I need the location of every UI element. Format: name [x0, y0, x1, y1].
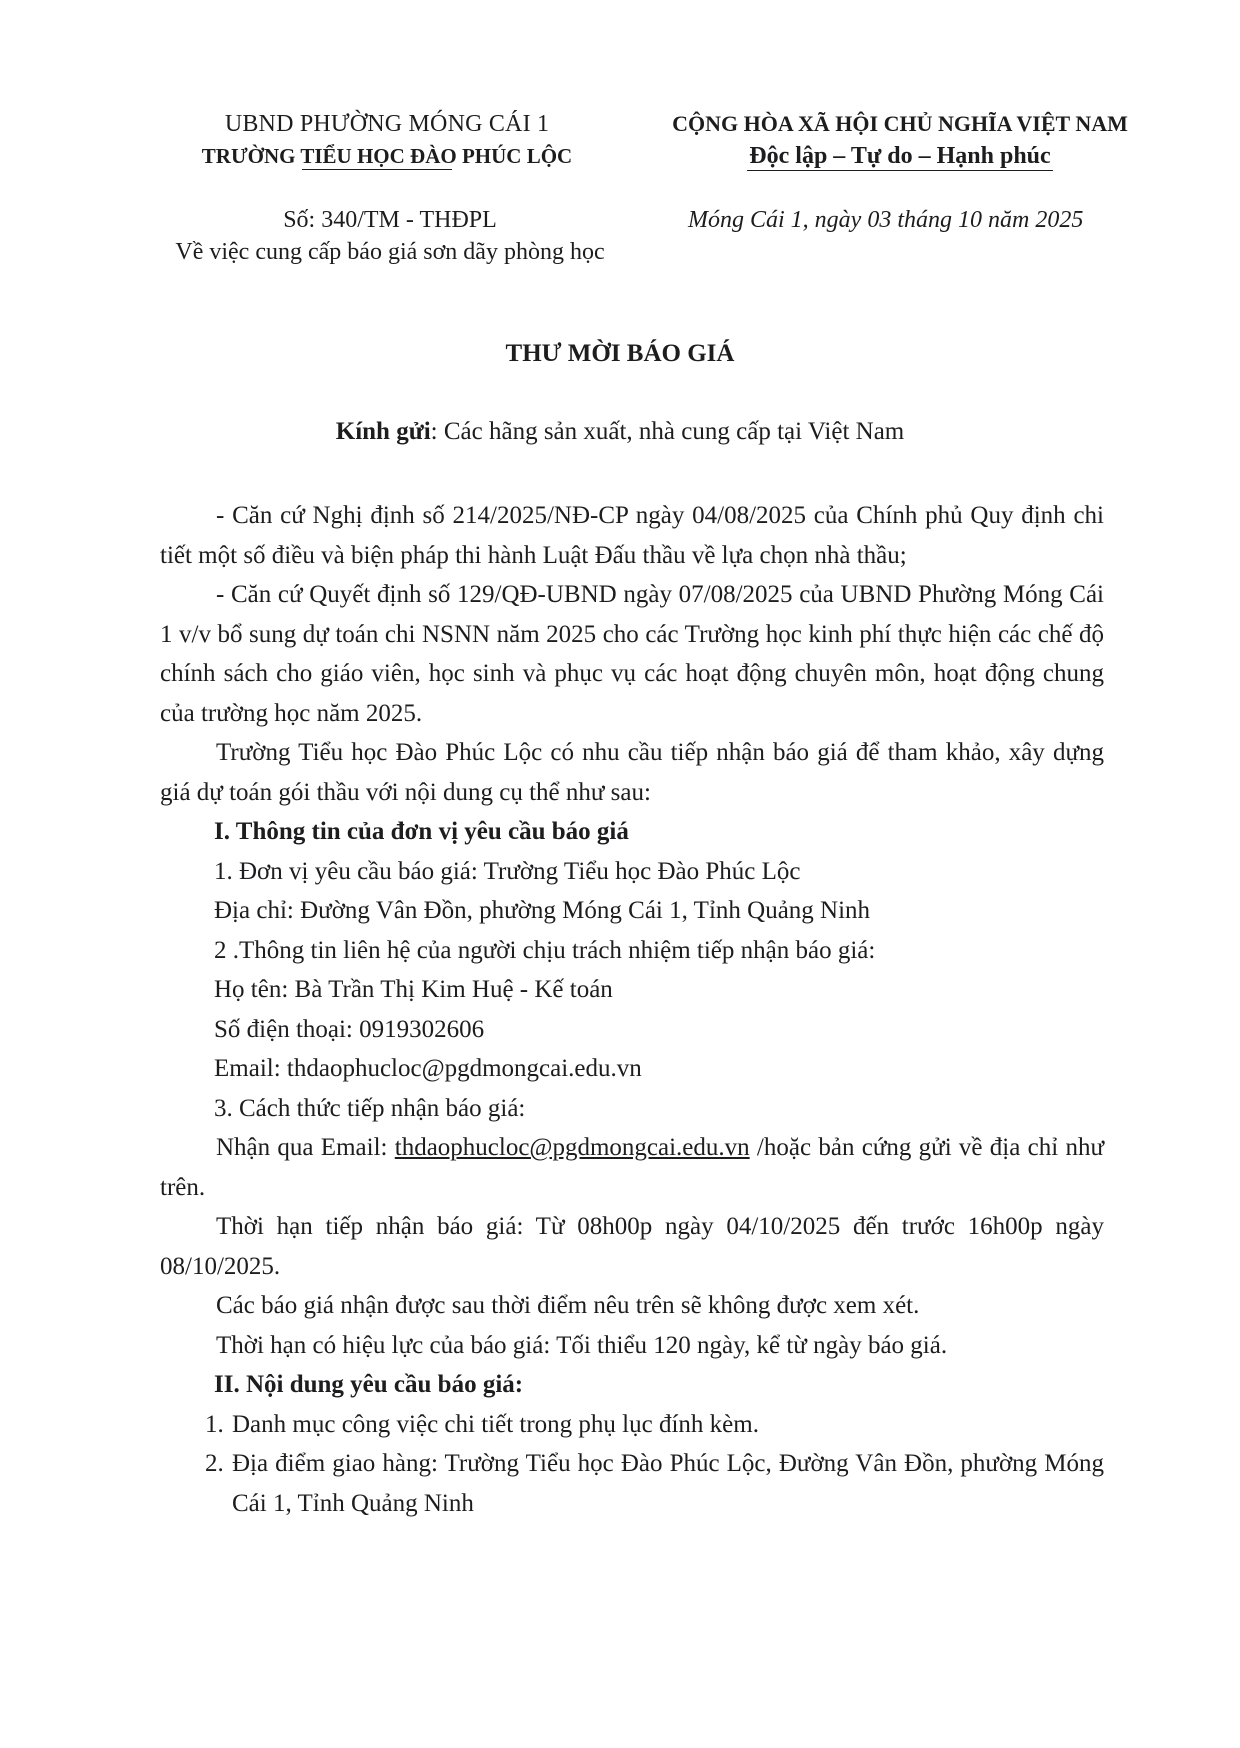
basis-decree: - Căn cứ Nghị định số 214/2025/NĐ-CP ngày 04/08/2025 của Chính phủ Quy định chi tiết một số điều và biện pháp thi hành Luật Đấu thầu về lựa chọn nhà thầu; — [160, 502, 1104, 569]
greeting — [0, 418, 1240, 446]
email-link[interactable]: thdaophucloc@pgdmongcai.edu.vn — [394, 1134, 750, 1161]
reference-block — [160, 204, 620, 268]
issuer-school-name: TRƯỜNG TIỂU HỌC ĐÀO PHÚC LỘC — [201, 144, 573, 168]
greeting-label: Kính gửi — [335, 418, 431, 445]
requirements-list — [160, 1405, 1104, 1524]
method-prefix: Nhận qua Email: — [216, 1134, 395, 1161]
issuer-block — [162, 108, 612, 172]
section1-heading: I. Thông tin của đơn vị yêu cầu báo giá — [214, 818, 629, 845]
document-title: THƯ MỜI BÁO GIÁ — [505, 340, 735, 367]
basis-decision: - Căn cứ Quyết định số 129/QĐ-UBND ngày 07/08/2025 của UBND Phường Móng Cái 1 v/v bổ sung dự toán chi NSNN năm 2025 cho các Trường học kinh phí thực hiện các chế độ chính sách cho giáo viên, học sinh và phục vụ các hoạt động chuyên môn, hoạt động chung của trường học năm 2025. — [160, 581, 1104, 727]
date-line: Móng Cái 1, ngày 03 tháng 10 năm 2025 — [688, 207, 1084, 233]
method-heading: 3. Cách thức tiếp nhận báo giá: — [214, 1094, 526, 1122]
document-subject: Về việc cung cấp báo giá sơn dãy phòng học — [175, 239, 605, 265]
late-note: Các báo giá nhận được sau thời điểm nêu trên sẽ không được xem xét. — [216, 1292, 920, 1319]
requesting-unit: 1. Đơn vị yêu cầu báo giá: Trường Tiểu học Đào Phúc Lộc — [214, 857, 801, 885]
contact-name: Họ tên: Bà Trần Thị Kim Huệ - Kế toán — [214, 976, 613, 1003]
nation-name: CỘNG HÒA XÃ HỘI CHỦ NGHĨA VIỆT NAM — [672, 111, 1128, 136]
document-body — [160, 496, 1104, 1523]
list-item: 1. Danh mục công việc chi tiết trong phụ lục đính kèm. — [230, 1405, 1104, 1445]
method-suffix: /hoặc bản cứng gửi về địa chỉ như trên. — [160, 1134, 1104, 1201]
validity: Thời hạn có hiệu lực của báo giá: Tối thiểu 120 ngày, kể từ ngày báo giá. — [216, 1331, 948, 1359]
contact-email: Email: thdaophucloc@pgdmongcai.edu.vn — [214, 1055, 642, 1082]
document-number: Số: 340/TM - THĐPL — [283, 207, 497, 233]
method-line — [160, 1128, 1104, 1207]
deadline: Thời hạn tiếp nhận báo giá: Từ 08h00p ngày 04/10/2025 đến trước 16h00p ngày 08/10/2025. — [160, 1213, 1104, 1280]
list-item: 2. Địa điểm giao hàng: Trường Tiểu học Đào Phúc Lộc, Đường Vân Đồn, phường Móng Cái 1, Tỉnh Quảng Ninh — [230, 1444, 1104, 1523]
contact-heading: 2 .Thông tin liên hệ của người chịu trách nhiệm tiếp nhận báo giá: — [214, 936, 876, 964]
issuer-school — [202, 140, 572, 172]
section2-heading: II. Nội dung yêu cầu báo giá: — [214, 1371, 524, 1398]
contact-phone: Số điện thoại: 0919302606 — [214, 1015, 485, 1043]
issuer-org: UBND PHƯỜNG MÓNG CÁI 1 — [224, 111, 550, 137]
national-motto: Độc lập – Tự do – Hạnh phúc — [749, 143, 1051, 169]
national-header — [640, 108, 1160, 172]
issuer-underline — [302, 169, 452, 170]
unit-address: Địa chỉ: Đường Vân Đồn, phường Móng Cái 1, Tỉnh Quảng Ninh — [214, 897, 871, 924]
intro-paragraph: Trường Tiểu học Đào Phúc Lộc có nhu cầu tiếp nhận báo giá để tham khảo, xây dựng giá dự toán gói thầu với nội dung cụ thể như sau: — [160, 739, 1104, 806]
greeting-text: : Các hãng sản xuất, nhà cung cấp tại Việt Nam — [430, 418, 905, 445]
